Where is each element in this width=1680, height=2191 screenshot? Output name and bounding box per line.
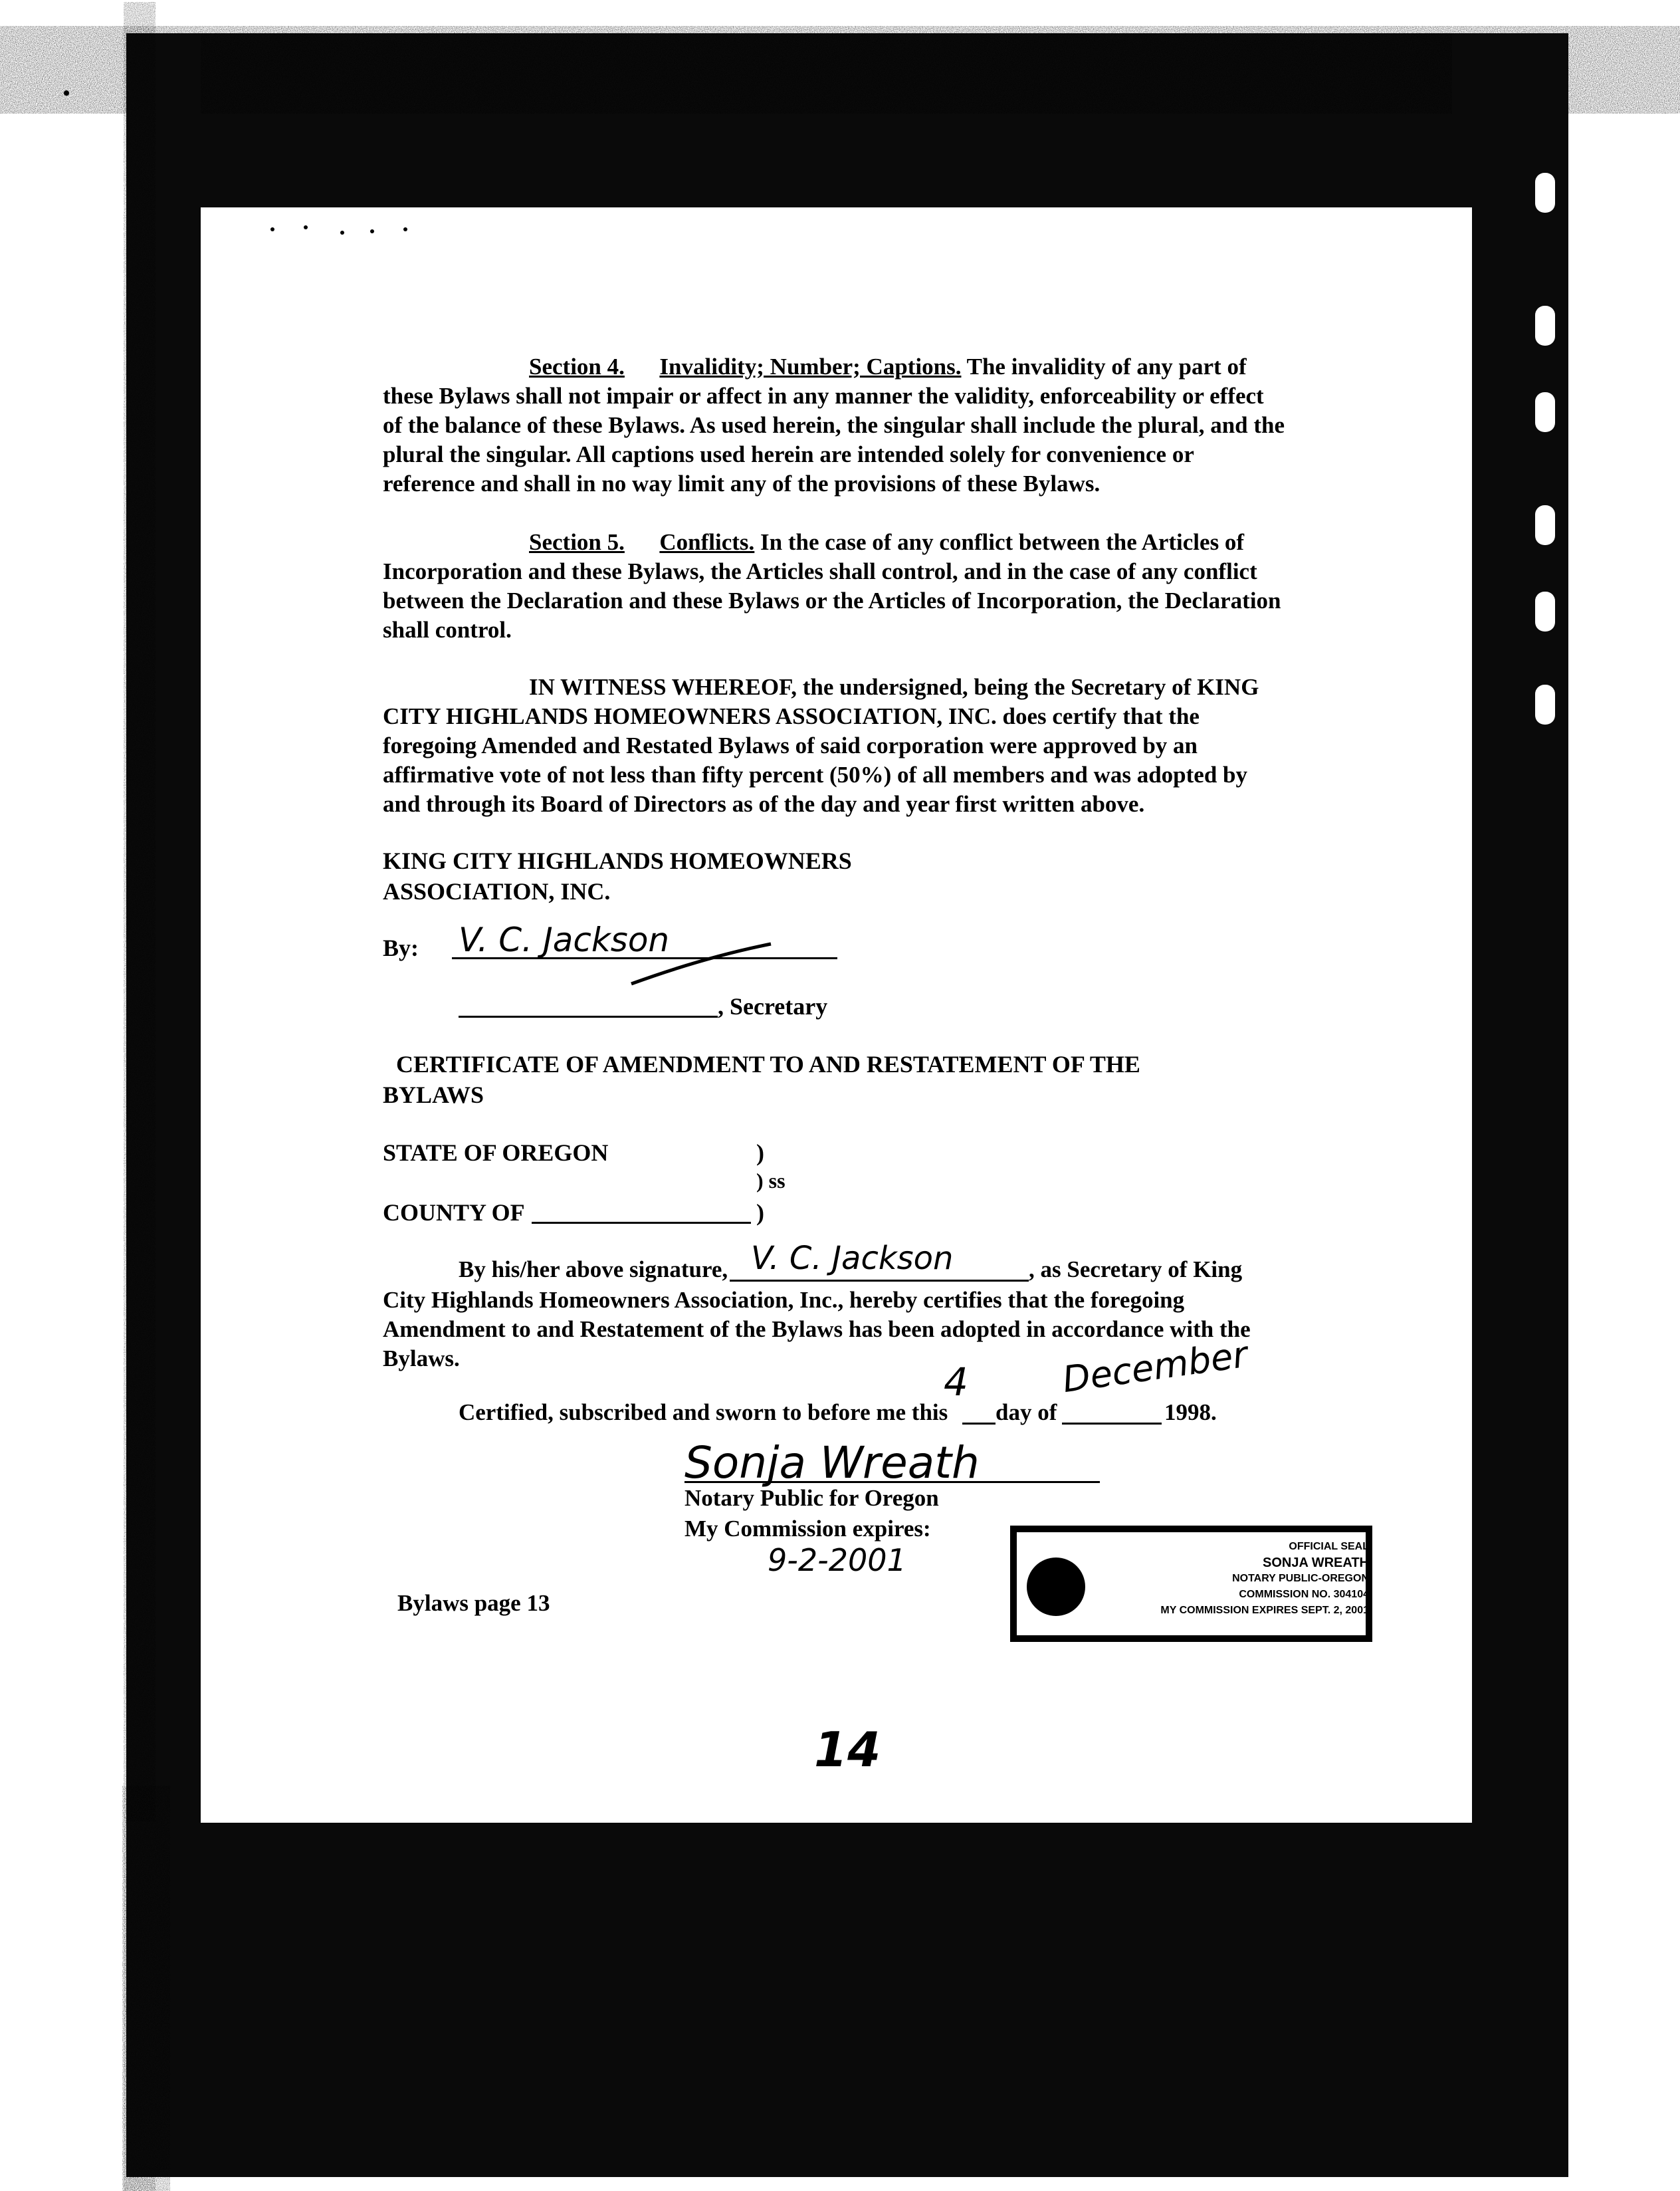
sworn-month: December (1059, 1333, 1251, 1401)
witness-body: IN WITNESS WHEREOF, the undersigned, being the Secretary of KING CITY HIGHLANDS HOMEOWNERS ASSOCIATION, INC. does certify that the foregoing Amended and Restated Bylaws of said corporation were approved by an affirmative vote of not less than fifty percent (50%) of all members and was adopted by and through its Board of Directors as of the day and year first written above. (383, 674, 1259, 817)
secretary-name-line (459, 1016, 718, 1018)
county-label: COUNTY OF (383, 1199, 525, 1226)
notary-seal (1010, 1526, 1372, 1642)
state-label: STATE OF OREGON (383, 1139, 609, 1166)
section-4-body: The invalidity of any part of these Bylaws shall not impair or affect in any manner the validity, enforceability or effect of the balance of these Bylaws. As used herein, the singular shall include the plural, and the plural the singular. All captions used herein are intended solely for convenience or reference and shall in no way limit any of the provisions of these Bylaws. (383, 354, 1285, 497)
sworn-day: 4 (944, 1359, 968, 1405)
seal-line-3: NOTARY PUBLIC-OREGON (1232, 1573, 1369, 1584)
seal-line-4: COMMISSION NO. 304104 (1239, 1589, 1369, 1600)
certificate-title-line-1: CERTIFICATE OF AMENDMENT TO AND RESTATEMENT OF THE (396, 1051, 1140, 1078)
page-number: 14 (814, 1722, 881, 1778)
notary-title: Notary Public for Oregon (684, 1485, 939, 1511)
certificate-title (383, 1049, 1140, 1110)
seal-line-1: OFFICIAL SEAL (1289, 1541, 1369, 1552)
seal-line-5: MY COMMISSION EXPIRES SEPT. 2, 2001 (1160, 1605, 1369, 1616)
signature-flourish (625, 931, 784, 990)
section-4-paragraph (383, 352, 1287, 499)
sworn-year: 1998. (1164, 1399, 1217, 1425)
county-line (532, 1222, 751, 1224)
seal-text (1090, 1539, 1369, 1619)
seal-emblem (1027, 1557, 1085, 1616)
commission-label: My Commission expires: (684, 1516, 931, 1542)
commission-date: 9-2-2001 (768, 1542, 906, 1578)
org-line-1: KING CITY HIGHLANDS HOMEOWNERS (383, 848, 852, 874)
section-5-heading: Section 5. (529, 529, 625, 555)
sworn-prefix: Certified, subscribed and sworn to before me this (459, 1399, 948, 1425)
seal-line-2: SONJA WREATH (1263, 1556, 1369, 1570)
sworn-day-line (962, 1423, 996, 1425)
notary-signature: Sonja Wreath (684, 1437, 980, 1488)
bylaws-page-label: Bylaws page 13 (397, 1590, 550, 1616)
section-5-paragraph (383, 528, 1287, 645)
section-4-title: Invalidity; Number; Captions. (659, 354, 962, 380)
cert-sig-name: V. C. Jackson (751, 1240, 954, 1277)
section-5-body: In the case of any conflict between the Articles of Incorporation and these Bylaws, the Articles shall control, and in the case of any conflict between the Declaration and these Bylaws or the Articles of Incorporation, the Declaration shall control. (383, 529, 1281, 643)
cert-sig-suffix: , as Secretary of King (1029, 1256, 1243, 1282)
ss-label: ) ss (756, 1169, 786, 1193)
notary-signature-line (684, 1481, 1100, 1483)
secretary-signature: V. C. Jackson (459, 921, 670, 959)
sworn-month-line (1062, 1423, 1162, 1425)
sworn-day-label: day of (996, 1399, 1057, 1425)
cert-sig-line (730, 1280, 1029, 1282)
section-4-heading: Section 4. (529, 354, 625, 380)
cert-sig-prefix: By his/her above signature, (459, 1256, 728, 1282)
witness-paragraph (383, 673, 1287, 819)
certificate-title-line-2: BYLAWS (383, 1082, 484, 1108)
by-label: By: (383, 935, 419, 961)
organization-name (383, 846, 852, 907)
secretary-label: , Secretary (718, 993, 828, 1020)
county-paren: ) (756, 1199, 764, 1226)
org-line-2: ASSOCIATION, INC. (383, 878, 611, 905)
state-paren: ) (756, 1139, 764, 1166)
cert-body: City Highlands Homeowners Association, Inc., hereby certifies that the foregoing Amendment to and Restatement of the Bylaws has been adopted in accordance with the Bylaws. (383, 1287, 1251, 1371)
section-5-title: Conflicts. (659, 529, 755, 555)
